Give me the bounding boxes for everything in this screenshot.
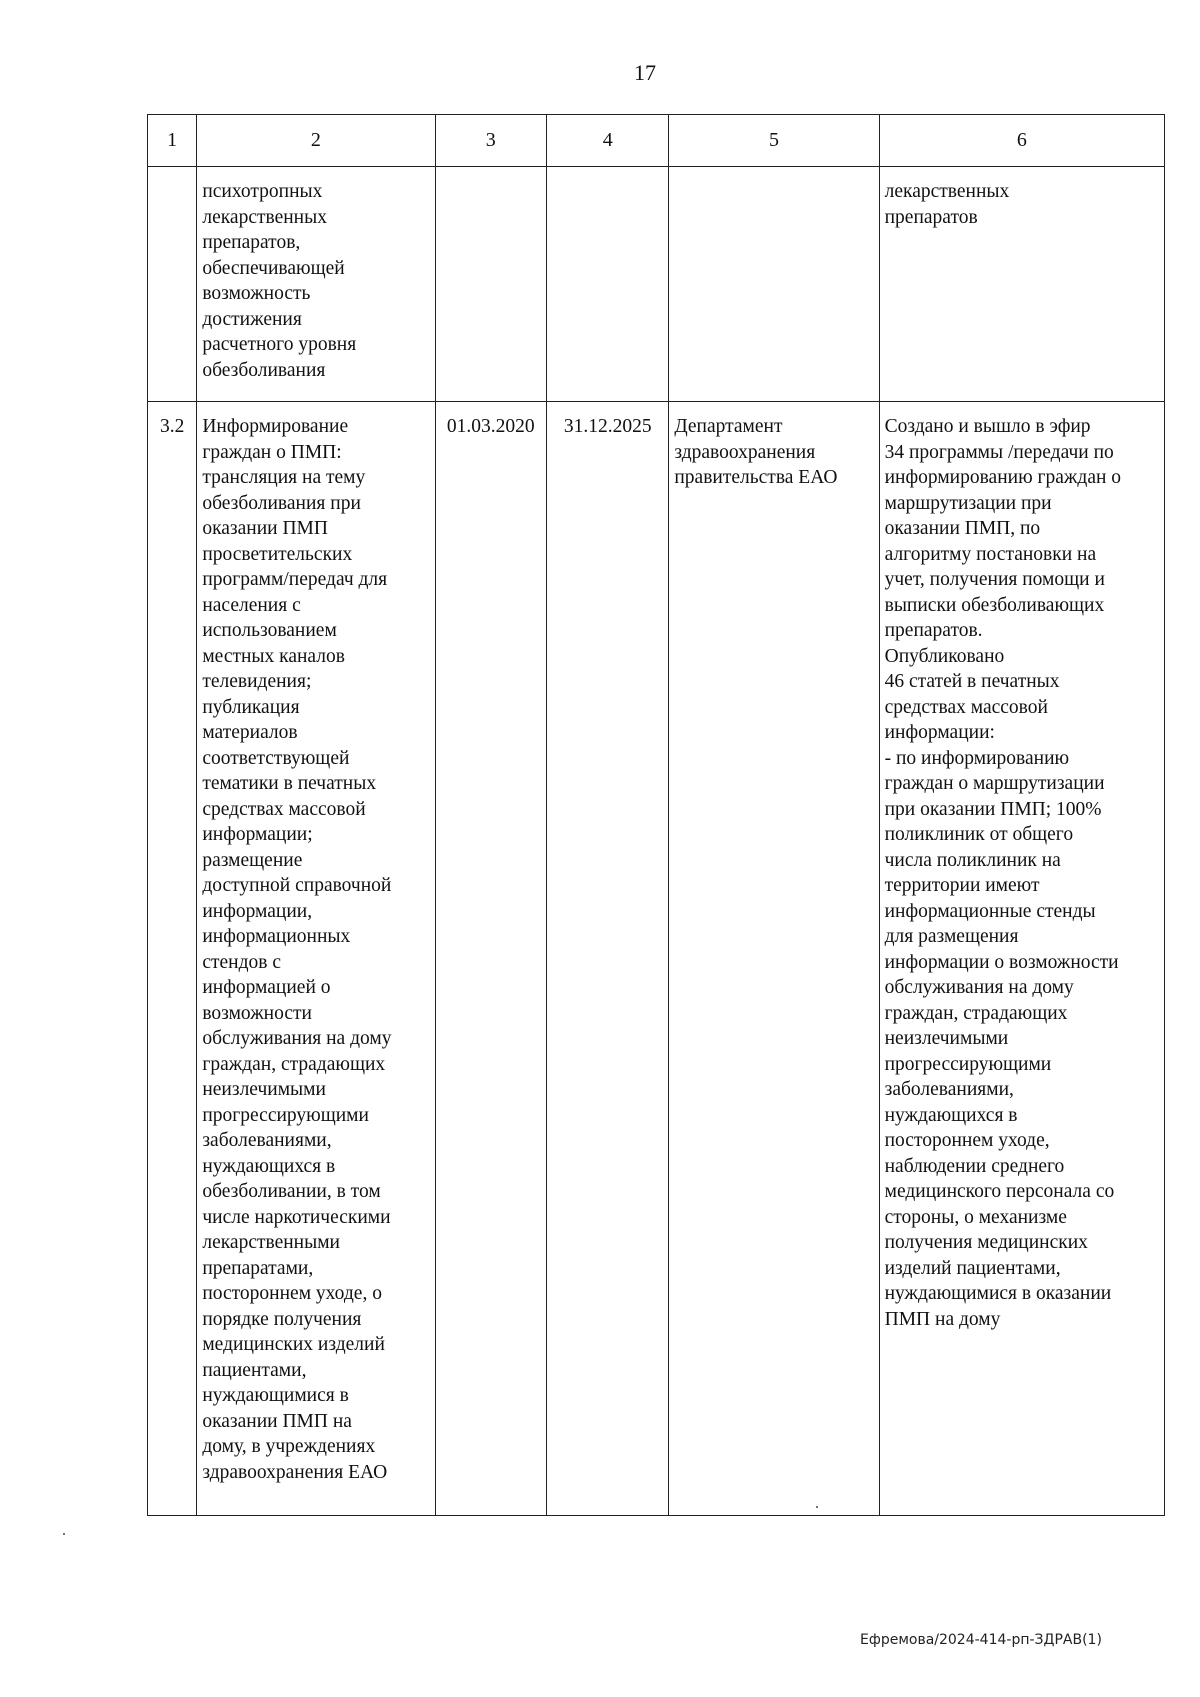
column-header-3: 3 xyxy=(435,115,547,167)
result-cell: Создано и вышло в эфир 34 программы /передачи по информированию граждан о маршрутизации при оказании ПМП, по алгоритму постановки на учет, получения помощи и выписки обезболивающих препаратов. Опубликовано 46 статей в печатных средствах массовой информации: - по информированию граждан о маршрутизации при оказании ПМП; 100% поликлиник от общего числа поликлиник на территории имеют информационные стенды для размещения информации о возможности обслуживания на дому граждан, страдающих неизлечимыми прогрессирующими заболеваниями, нуждающихся в постороннем уходе, наблюдении среднего медицинского персонала со стороны, о механизме получения медицинских изделий пациентами, нуждающимися в оказании ПМП на дому xyxy=(879,402,1164,1516)
document-code: Ефремова/2024-414-рп-ЗДРАВ(1) xyxy=(860,1632,1102,1648)
executor-cell xyxy=(669,167,879,402)
measures-table xyxy=(147,114,1165,1516)
column-header-6: 6 xyxy=(879,115,1164,167)
end-date-cell: 31.12.2025 xyxy=(547,402,669,1516)
row-number-cell: 3.2 xyxy=(148,402,197,1516)
start-date-cell: 01.03.2020 xyxy=(435,402,547,1516)
table-header-row xyxy=(148,115,1165,167)
table-row-continuation xyxy=(148,167,1165,402)
column-header-2: 2 xyxy=(197,115,435,167)
start-date-cell xyxy=(435,167,547,402)
measure-description-cell: психотропных лекарственных препаратов, обеспечивающей возможность достижения расчетного уровня обезболивания xyxy=(197,167,435,402)
end-date-cell xyxy=(547,167,669,402)
result-cell: лекарственных препаратов xyxy=(879,167,1164,402)
executor-cell: Департамент здравоохранения правительства ЕАО xyxy=(669,402,879,1516)
column-header-5: 5 xyxy=(669,115,879,167)
scan-dot-mark xyxy=(816,1506,818,1508)
page-number: 17 xyxy=(634,60,656,85)
measure-description-cell: Информирование граждан о ПМП: трансляция на тему обезболивания при оказании ПМП просветительских программ/передач для населения с использованием местных каналов телевидения; публикация материалов соответствующей тематики в печатных средствах массовой информации; размещение доступной справочной информации, информационных стендов с информацией о возможности обслуживания на дому граждан, страдающих неизлечимыми прогрессирующими заболеваниями, нуждающихся в обезболивании, в том числе наркотическими лекарственными препаратами, постороннем уходе, о порядке получения медицинских изделий пациентами, нуждающимися в оказании ПМП на дому, в учреждениях здравоохранения ЕАО xyxy=(197,402,435,1516)
row-number-cell xyxy=(148,167,197,402)
column-header-4: 4 xyxy=(547,115,669,167)
table-row-3-2 xyxy=(148,402,1165,1516)
scan-dot-mark xyxy=(63,1533,65,1535)
column-header-1: 1 xyxy=(148,115,197,167)
